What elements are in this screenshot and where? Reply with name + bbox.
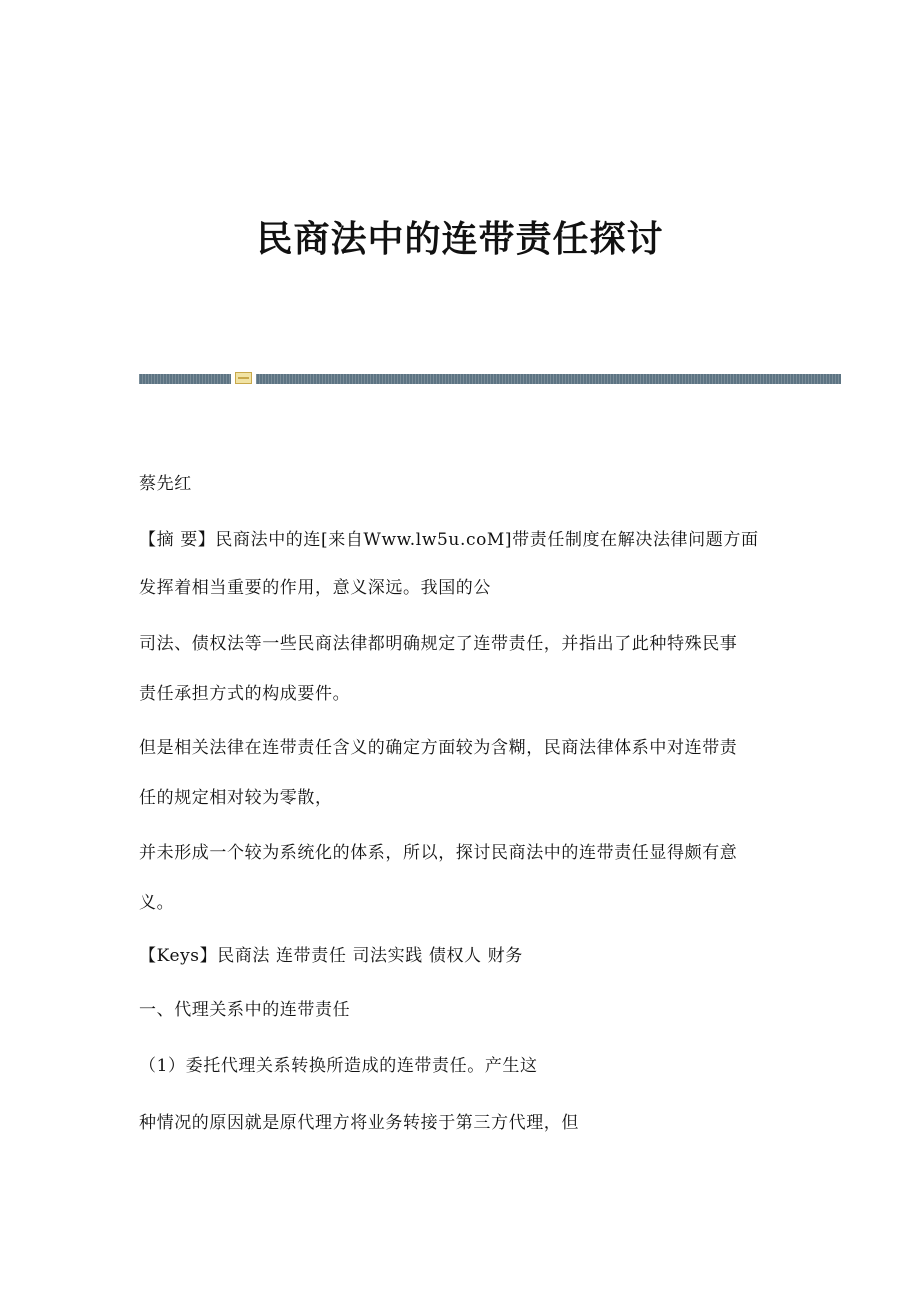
- body-line-abstract-1: 【摘 要】民商法中的连[来自Www.lw5u.coM]带责任制度在解决法律问题方面: [139, 530, 759, 550]
- body-line-abstract-2: 发挥着相当重要的作用，意义深远。我国的公: [139, 578, 491, 598]
- body-line-9: 种情况的原因就是原代理方将业务转接于第三方代理，但: [139, 1113, 579, 1133]
- body-line-2: 司法、债权法等一些民商法律都明确规定了连带责任，并指出了此种特殊民事: [139, 634, 738, 654]
- document-title: 民商法中的连带责任探讨: [256, 219, 664, 260]
- divider-ornament-icon: [235, 372, 252, 384]
- divider-bar-right: [256, 374, 841, 384]
- section-heading: 一、代理关系中的连带责任: [139, 1000, 351, 1020]
- body-line-3: 责任承担方式的构成要件。: [139, 684, 351, 704]
- body-line-5: 任的规定相对较为零散，: [139, 788, 333, 808]
- body-line-8: （1）委托代理关系转换所造成的连带责任。产生这: [139, 1056, 538, 1076]
- author-name: 蔡先红: [139, 474, 192, 494]
- body-line-4: 但是相关法律在连带责任含义的确定方面较为含糊，民商法律体系中对连带责: [139, 738, 738, 758]
- divider-bar-left: [139, 374, 231, 384]
- keywords-line: 【Keys】民商法 连带责任 司法实践 债权人 财务: [139, 946, 523, 966]
- body-line-7: 义。: [139, 893, 175, 913]
- body-line-6: 并未形成一个较为系统化的体系，所以，探讨民商法中的连带责任显得颇有意: [139, 843, 738, 863]
